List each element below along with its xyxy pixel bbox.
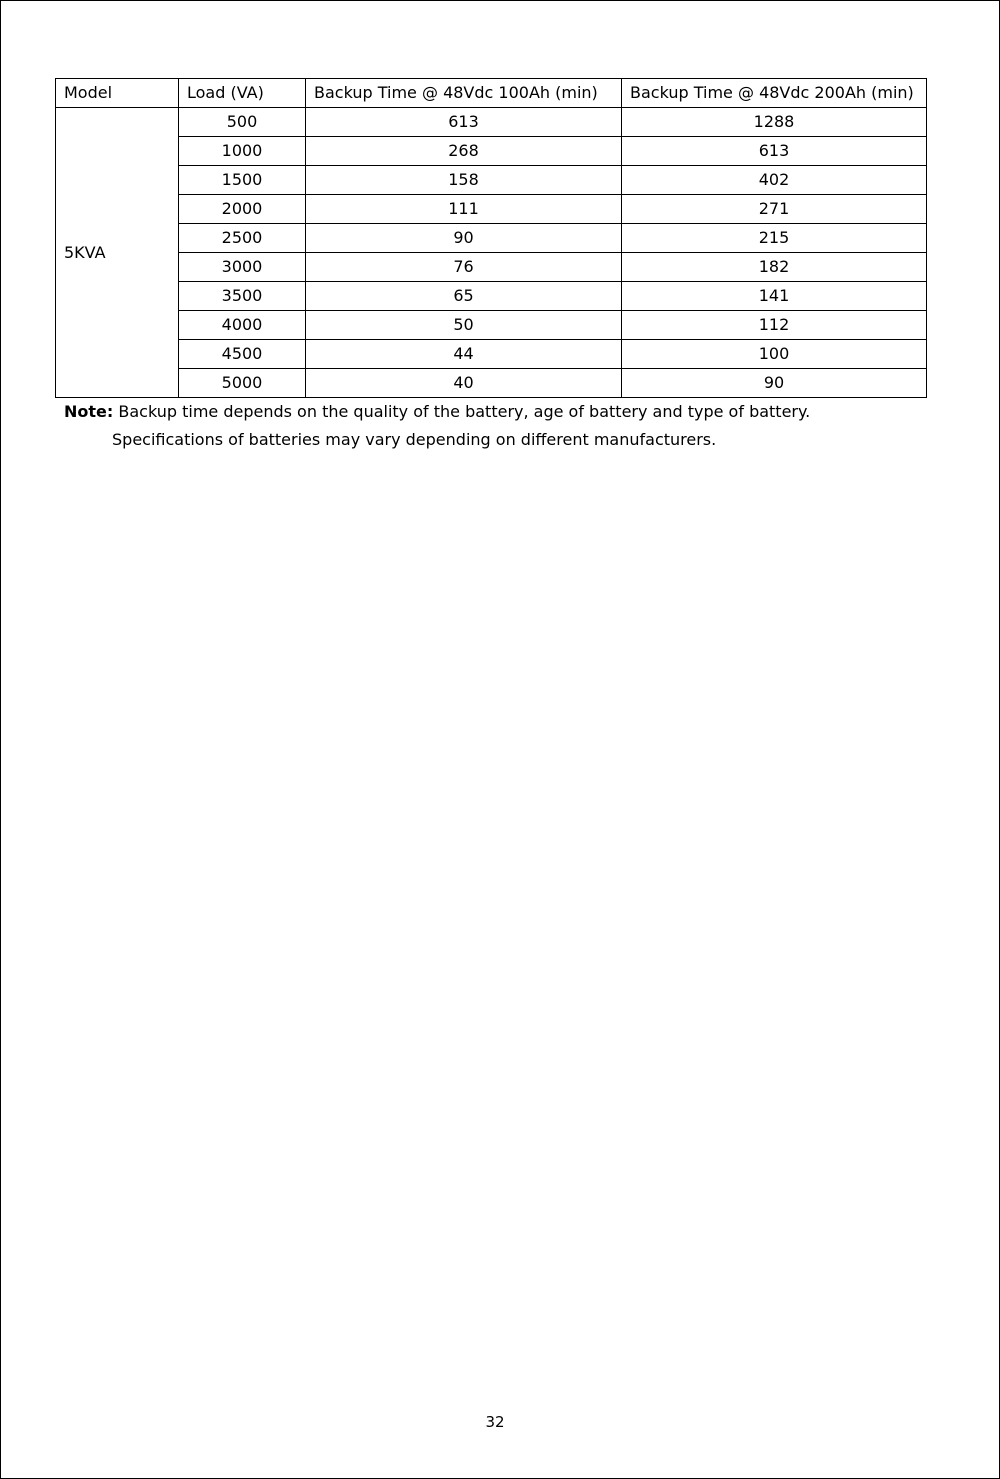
note-line-2: Specifications of batteries may vary depending on different manufacturers. — [112, 430, 717, 449]
note-label: Note: — [64, 402, 114, 421]
load-cell: 3000 — [179, 253, 306, 282]
backup-200ah-cell: 141 — [622, 282, 927, 311]
load-cell: 2500 — [179, 224, 306, 253]
model-cell: 5KVA — [56, 108, 179, 398]
backup-200ah-cell: 100 — [622, 340, 927, 369]
load-cell: 4500 — [179, 340, 306, 369]
table-row — [56, 340, 927, 369]
backup-100ah-cell: 268 — [306, 137, 622, 166]
load-cell: 1500 — [179, 166, 306, 195]
backup-100ah-cell: 65 — [306, 282, 622, 311]
table-row — [56, 108, 927, 137]
load-cell: 4000 — [179, 311, 306, 340]
backup-100ah-cell: 613 — [306, 108, 622, 137]
backup-100ah-cell: 111 — [306, 195, 622, 224]
table-row — [56, 224, 927, 253]
load-cell: 2000 — [179, 195, 306, 224]
table-row — [56, 137, 927, 166]
backup-200ah-cell: 112 — [622, 311, 927, 340]
backup-100ah-cell: 44 — [306, 340, 622, 369]
backup-200ah-cell: 1288 — [622, 108, 927, 137]
backup-100ah-cell: 40 — [306, 369, 622, 398]
header-model: Model — [56, 79, 179, 108]
table-row — [56, 195, 927, 224]
backup-200ah-cell: 271 — [622, 195, 927, 224]
note-text-1: Backup time depends on the quality of the battery, age of battery and type of battery. — [113, 402, 811, 421]
backup-100ah-cell: 50 — [306, 311, 622, 340]
header-backup-200ah: Backup Time @ 48Vdc 200Ah (min) — [622, 79, 927, 108]
backup-time-table — [55, 78, 927, 398]
header-backup-100ah: Backup Time @ 48Vdc 100Ah (min) — [306, 79, 622, 108]
page-number: 32 — [485, 1413, 505, 1431]
table-header-row — [56, 79, 927, 108]
table-row — [56, 369, 927, 398]
backup-200ah-cell: 613 — [622, 137, 927, 166]
backup-200ah-cell: 90 — [622, 369, 927, 398]
table-row — [56, 166, 927, 195]
backup-100ah-cell: 76 — [306, 253, 622, 282]
load-cell: 5000 — [179, 369, 306, 398]
backup-100ah-cell: 90 — [306, 224, 622, 253]
load-cell: 3500 — [179, 282, 306, 311]
load-cell: 500 — [179, 108, 306, 137]
table-row — [56, 282, 927, 311]
header-load: Load (VA) — [179, 79, 306, 108]
backup-200ah-cell: 182 — [622, 253, 927, 282]
note-block — [64, 398, 944, 454]
backup-100ah-cell: 158 — [306, 166, 622, 195]
table-row — [56, 253, 927, 282]
note-line-1 — [64, 398, 944, 426]
load-cell: 1000 — [179, 137, 306, 166]
backup-200ah-cell: 215 — [622, 224, 927, 253]
table-row — [56, 311, 927, 340]
backup-200ah-cell: 402 — [622, 166, 927, 195]
